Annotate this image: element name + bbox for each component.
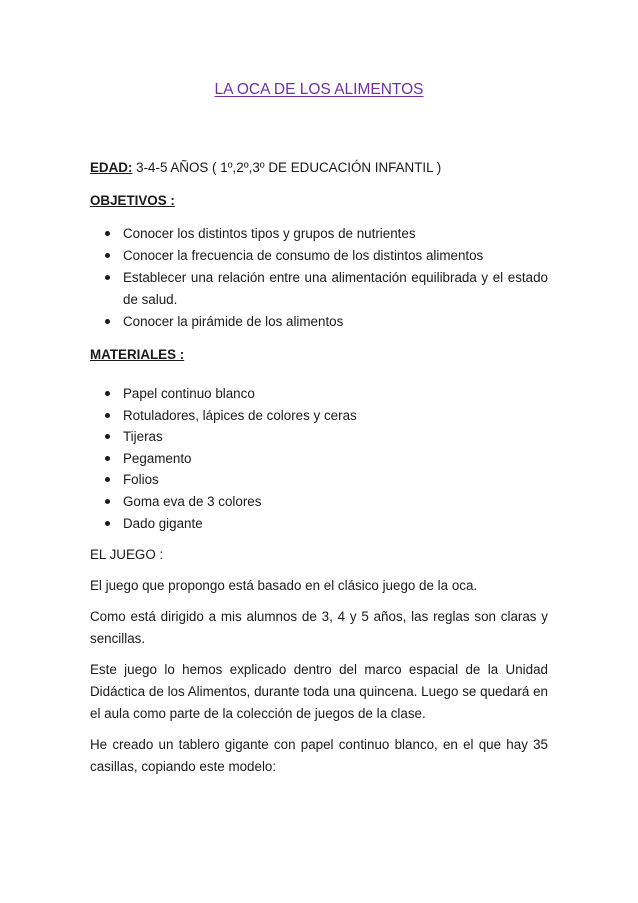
list-item <box>90 223 548 245</box>
juego-label: EL JUEGO : <box>90 547 164 563</box>
list-item-text: Dado gigante <box>123 515 203 531</box>
document-body <box>90 78 548 778</box>
list-item <box>90 491 548 513</box>
juego-paragraph: He creado un tablero gigante con papel continuo blanco, en el que hay 35 casillas, copiando este modelo: <box>90 737 548 775</box>
juego-paragraph: Este juego lo hemos explicado dentro del marco espacial de la Unidad Didáctica de los Alimentos, durante toda una quincena. Luego se quedará en el aula como parte de la colección de juegos de la clase. <box>90 662 548 722</box>
objetivos-label: OBJETIVOS : <box>90 193 175 208</box>
list-item-text: Rotuladores, lápices de colores y ceras <box>123 407 357 423</box>
bullet-icon <box>105 253 110 258</box>
list-item <box>90 245 548 267</box>
list-item <box>90 267 548 311</box>
list-item-text: Papel continuo blanco <box>123 386 255 401</box>
list-item-text: Conocer la frecuencia de consumo de los distintos alimentos <box>123 248 484 263</box>
list-item-text: Tijeras <box>123 429 163 445</box>
juego-paragraph: Como está dirigido a mis alumnos de 3, 4 y 5 años, las reglas son claras y sencillas. <box>90 609 548 647</box>
bullet-icon <box>105 275 110 280</box>
edad-line <box>90 157 548 179</box>
bullet-icon <box>105 319 110 324</box>
bullet-icon <box>105 434 110 439</box>
objetivos-list <box>90 223 548 333</box>
bullet-icon <box>105 499 110 504</box>
juego-paragraph: El juego que propongo está basado en el clásico juego de la oca. <box>90 578 478 594</box>
list-item <box>90 469 548 491</box>
materiales-list <box>90 383 548 534</box>
document-title: LA OCA DE LOS ALIMENTOS <box>214 81 424 98</box>
bullet-icon <box>105 477 110 482</box>
list-item <box>90 405 548 427</box>
list-item-text: Pegamento <box>123 450 192 466</box>
edad-value: 3-4-5 AÑOS ( 1º,2º,3º DE EDUCACIÓN INFANTIL ) <box>132 160 442 175</box>
list-item <box>90 448 548 470</box>
list-item-text: Folios <box>123 472 159 488</box>
list-item <box>90 311 548 333</box>
bullet-icon <box>105 521 110 526</box>
materiales-label: MATERIALES : <box>90 347 185 362</box>
bullet-icon <box>105 231 110 236</box>
list-item-text: Goma eva de 3 colores <box>123 493 262 509</box>
list-item-text: Establecer una relación entre una alimentación equilibrada y el estado de salud. <box>123 270 548 307</box>
bullet-icon <box>105 413 110 418</box>
list-item-text: Conocer la pirámide de los alimentos <box>123 314 344 329</box>
list-item <box>90 383 548 405</box>
bullet-icon <box>105 391 110 396</box>
edad-label: EDAD: <box>90 160 133 175</box>
bullet-icon <box>105 456 110 461</box>
list-item-text: Conocer los distintos tipos y grupos de nutrientes <box>123 226 416 241</box>
list-item <box>90 513 548 535</box>
list-item <box>90 426 548 448</box>
